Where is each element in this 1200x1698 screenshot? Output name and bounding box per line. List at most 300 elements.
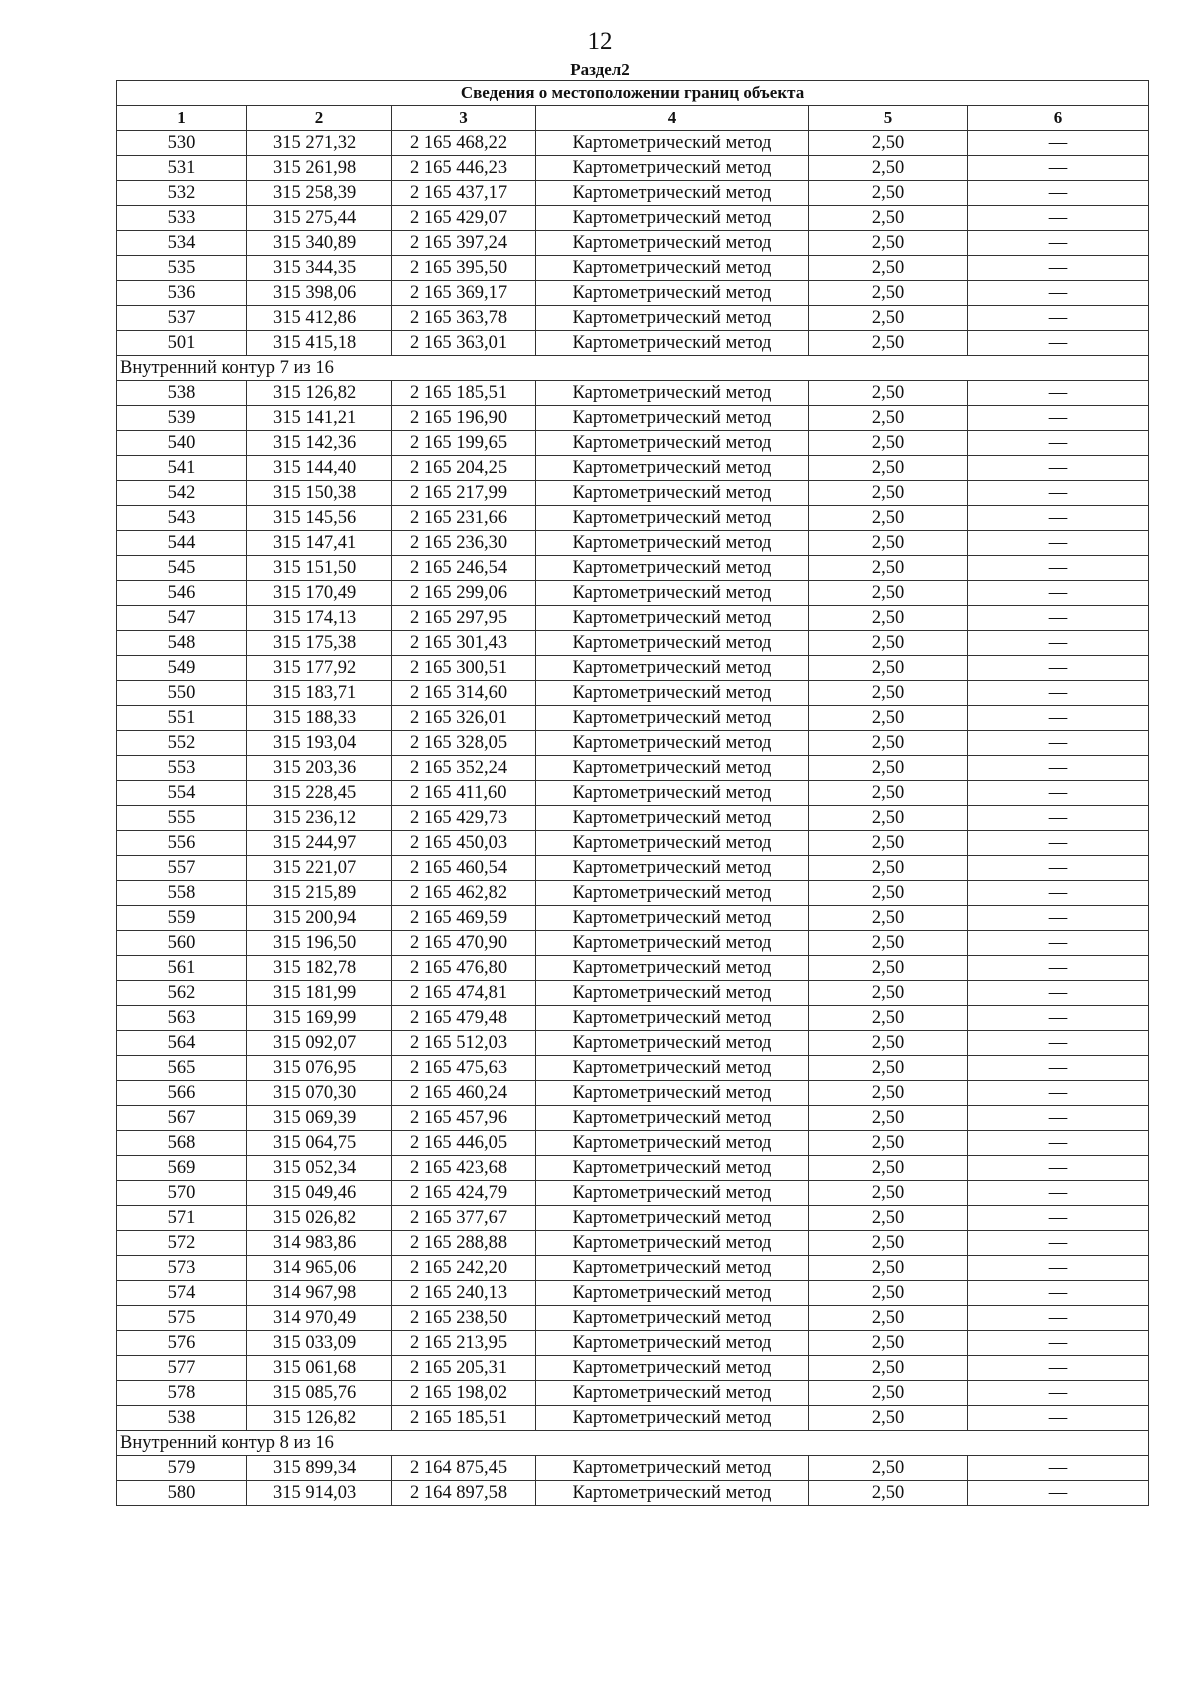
x-coordinate-cell: 315 203,36 bbox=[247, 756, 392, 781]
page-number: 12 bbox=[587, 28, 613, 55]
table-row bbox=[117, 256, 1149, 281]
description-cell: — bbox=[968, 131, 1149, 156]
method-cell: Картометрический метод bbox=[536, 1256, 809, 1281]
method-cell: Картометрический метод bbox=[536, 156, 809, 181]
point-number-cell: 536 bbox=[117, 281, 247, 306]
accuracy-cell: 2,50 bbox=[809, 581, 968, 606]
table-row bbox=[117, 306, 1149, 331]
table-row bbox=[117, 906, 1149, 931]
description-cell: — bbox=[968, 1406, 1149, 1431]
point-number-cell: 538 bbox=[117, 1406, 247, 1431]
x-coordinate-cell: 315 085,76 bbox=[247, 1381, 392, 1406]
column-number: 6 bbox=[968, 106, 1149, 131]
point-number-cell: 562 bbox=[117, 981, 247, 1006]
table-row bbox=[117, 1456, 1149, 1481]
x-coordinate-cell: 315 144,40 bbox=[247, 456, 392, 481]
table-row bbox=[117, 1356, 1149, 1381]
y-coordinate-cell: 2 165 460,54 bbox=[392, 856, 536, 881]
table-row bbox=[117, 656, 1149, 681]
x-coordinate-cell: 315 150,38 bbox=[247, 481, 392, 506]
table-row bbox=[117, 1306, 1149, 1331]
point-number-cell: 564 bbox=[117, 1031, 247, 1056]
table-row bbox=[117, 156, 1149, 181]
description-cell: — bbox=[968, 1081, 1149, 1106]
method-cell: Картометрический метод bbox=[536, 1006, 809, 1031]
method-cell: Картометрический метод bbox=[536, 706, 809, 731]
y-coordinate-cell: 2 165 423,68 bbox=[392, 1156, 536, 1181]
description-cell: — bbox=[968, 1056, 1149, 1081]
method-cell: Картометрический метод bbox=[536, 906, 809, 931]
table-row bbox=[117, 956, 1149, 981]
table-row bbox=[117, 856, 1149, 881]
contour-header-row bbox=[117, 1431, 1149, 1456]
y-coordinate-cell: 2 165 196,90 bbox=[392, 406, 536, 431]
method-cell: Картометрический метод bbox=[536, 231, 809, 256]
table-caption-row bbox=[117, 81, 1149, 106]
method-cell: Картометрический метод bbox=[536, 1456, 809, 1481]
y-coordinate-cell: 2 165 326,01 bbox=[392, 706, 536, 731]
description-cell: — bbox=[968, 1181, 1149, 1206]
description-cell: — bbox=[968, 956, 1149, 981]
accuracy-cell: 2,50 bbox=[809, 1456, 968, 1481]
table-row bbox=[117, 431, 1149, 456]
method-cell: Картометрический метод bbox=[536, 731, 809, 756]
column-number: 5 bbox=[809, 106, 968, 131]
description-cell: — bbox=[968, 606, 1149, 631]
y-coordinate-cell: 2 165 424,79 bbox=[392, 1181, 536, 1206]
point-number-cell: 535 bbox=[117, 256, 247, 281]
y-coordinate-cell: 2 165 475,63 bbox=[392, 1056, 536, 1081]
method-cell: Картометрический метод bbox=[536, 831, 809, 856]
x-coordinate-cell: 315 092,07 bbox=[247, 1031, 392, 1056]
accuracy-cell: 2,50 bbox=[809, 131, 968, 156]
accuracy-cell: 2,50 bbox=[809, 1356, 968, 1381]
table-row bbox=[117, 1081, 1149, 1106]
accuracy-cell: 2,50 bbox=[809, 331, 968, 356]
method-cell: Картометрический метод bbox=[536, 1031, 809, 1056]
description-cell: — bbox=[968, 581, 1149, 606]
description-cell: — bbox=[968, 181, 1149, 206]
y-coordinate-cell: 2 165 470,90 bbox=[392, 931, 536, 956]
x-coordinate-cell: 314 983,86 bbox=[247, 1231, 392, 1256]
point-number-cell: 534 bbox=[117, 231, 247, 256]
description-cell: — bbox=[968, 156, 1149, 181]
method-cell: Картометрический метод bbox=[536, 281, 809, 306]
y-coordinate-cell: 2 165 352,24 bbox=[392, 756, 536, 781]
accuracy-cell: 2,50 bbox=[809, 456, 968, 481]
table-row bbox=[117, 1281, 1149, 1306]
table-row bbox=[117, 506, 1149, 531]
method-cell: Картометрический метод bbox=[536, 631, 809, 656]
x-coordinate-cell: 315 398,06 bbox=[247, 281, 392, 306]
y-coordinate-cell: 2 165 301,43 bbox=[392, 631, 536, 656]
table-row bbox=[117, 1481, 1149, 1506]
table-row bbox=[117, 331, 1149, 356]
table-row bbox=[117, 231, 1149, 256]
accuracy-cell: 2,50 bbox=[809, 756, 968, 781]
y-coordinate-cell: 2 165 217,99 bbox=[392, 481, 536, 506]
point-number-cell: 550 bbox=[117, 681, 247, 706]
x-coordinate-cell: 315 069,39 bbox=[247, 1106, 392, 1131]
y-coordinate-cell: 2 165 363,01 bbox=[392, 331, 536, 356]
y-coordinate-cell: 2 165 231,66 bbox=[392, 506, 536, 531]
table-row bbox=[117, 481, 1149, 506]
method-cell: Картометрический метод bbox=[536, 606, 809, 631]
description-cell: — bbox=[968, 656, 1149, 681]
point-number-cell: 540 bbox=[117, 431, 247, 456]
y-coordinate-cell: 2 165 205,31 bbox=[392, 1356, 536, 1381]
method-cell: Картометрический метод bbox=[536, 406, 809, 431]
description-cell: — bbox=[968, 831, 1149, 856]
point-number-cell: 538 bbox=[117, 381, 247, 406]
method-cell: Картометрический метод bbox=[536, 1356, 809, 1381]
description-cell: — bbox=[968, 431, 1149, 456]
x-coordinate-cell: 315 026,82 bbox=[247, 1206, 392, 1231]
description-cell: — bbox=[968, 506, 1149, 531]
y-coordinate-cell: 2 165 328,05 bbox=[392, 731, 536, 756]
accuracy-cell: 2,50 bbox=[809, 1481, 968, 1506]
y-coordinate-cell: 2 165 204,25 bbox=[392, 456, 536, 481]
point-number-cell: 559 bbox=[117, 906, 247, 931]
point-number-cell: 548 bbox=[117, 631, 247, 656]
point-number-cell: 531 bbox=[117, 156, 247, 181]
accuracy-cell: 2,50 bbox=[809, 1331, 968, 1356]
description-cell: — bbox=[968, 1031, 1149, 1056]
method-cell: Картометрический метод bbox=[536, 956, 809, 981]
description-cell: — bbox=[968, 381, 1149, 406]
description-cell: — bbox=[968, 856, 1149, 881]
method-cell: Картометрический метод bbox=[536, 1181, 809, 1206]
point-number-cell: 547 bbox=[117, 606, 247, 631]
description-cell: — bbox=[968, 1456, 1149, 1481]
y-coordinate-cell: 2 165 457,96 bbox=[392, 1106, 536, 1131]
table-row bbox=[117, 281, 1149, 306]
table-row bbox=[117, 1256, 1149, 1281]
method-cell: Картометрический метод bbox=[536, 206, 809, 231]
y-coordinate-cell: 2 165 446,23 bbox=[392, 156, 536, 181]
point-number-cell: 563 bbox=[117, 1006, 247, 1031]
x-coordinate-cell: 315 228,45 bbox=[247, 781, 392, 806]
description-cell: — bbox=[968, 781, 1149, 806]
accuracy-cell: 2,50 bbox=[809, 306, 968, 331]
description-cell: — bbox=[968, 1006, 1149, 1031]
point-number-cell: 533 bbox=[117, 206, 247, 231]
table-row bbox=[117, 206, 1149, 231]
method-cell: Картометрический метод bbox=[536, 306, 809, 331]
description-cell: — bbox=[968, 906, 1149, 931]
y-coordinate-cell: 2 165 395,50 bbox=[392, 256, 536, 281]
table-row bbox=[117, 381, 1149, 406]
table-row bbox=[117, 456, 1149, 481]
column-number: 3 bbox=[392, 106, 536, 131]
accuracy-cell: 2,50 bbox=[809, 381, 968, 406]
method-cell: Картометрический метод bbox=[536, 931, 809, 956]
point-number-cell: 552 bbox=[117, 731, 247, 756]
x-coordinate-cell: 315 275,44 bbox=[247, 206, 392, 231]
accuracy-cell: 2,50 bbox=[809, 481, 968, 506]
table-row bbox=[117, 1131, 1149, 1156]
description-cell: — bbox=[968, 1256, 1149, 1281]
description-cell: — bbox=[968, 756, 1149, 781]
table-row bbox=[117, 981, 1149, 1006]
x-coordinate-cell: 315 899,34 bbox=[247, 1456, 392, 1481]
point-number-cell: 576 bbox=[117, 1331, 247, 1356]
description-cell: — bbox=[968, 1356, 1149, 1381]
x-coordinate-cell: 315 415,18 bbox=[247, 331, 392, 356]
accuracy-cell: 2,50 bbox=[809, 1106, 968, 1131]
accuracy-cell: 2,50 bbox=[809, 281, 968, 306]
accuracy-cell: 2,50 bbox=[809, 256, 968, 281]
x-coordinate-cell: 315 061,68 bbox=[247, 1356, 392, 1381]
point-number-cell: 530 bbox=[117, 131, 247, 156]
description-cell: — bbox=[968, 981, 1149, 1006]
table-row bbox=[117, 931, 1149, 956]
method-cell: Картометрический метод bbox=[536, 1106, 809, 1131]
method-cell: Картометрический метод bbox=[536, 1131, 809, 1156]
point-number-cell: 544 bbox=[117, 531, 247, 556]
table-row bbox=[117, 681, 1149, 706]
method-cell: Картометрический метод bbox=[536, 481, 809, 506]
x-coordinate-cell: 315 070,30 bbox=[247, 1081, 392, 1106]
description-cell: — bbox=[968, 281, 1149, 306]
method-cell: Картометрический метод bbox=[536, 456, 809, 481]
table-caption: Сведения о местоположении границ объекта bbox=[117, 81, 1149, 106]
accuracy-cell: 2,50 bbox=[809, 606, 968, 631]
accuracy-cell: 2,50 bbox=[809, 556, 968, 581]
method-cell: Картометрический метод bbox=[536, 1281, 809, 1306]
x-coordinate-cell: 315 261,98 bbox=[247, 156, 392, 181]
table-row bbox=[117, 131, 1149, 156]
point-number-cell: 545 bbox=[117, 556, 247, 581]
point-number-cell: 569 bbox=[117, 1156, 247, 1181]
y-coordinate-cell: 2 165 369,17 bbox=[392, 281, 536, 306]
column-number: 1 bbox=[117, 106, 247, 131]
accuracy-cell: 2,50 bbox=[809, 181, 968, 206]
table-row bbox=[117, 706, 1149, 731]
description-cell: — bbox=[968, 331, 1149, 356]
accuracy-cell: 2,50 bbox=[809, 931, 968, 956]
method-cell: Картометрический метод bbox=[536, 1481, 809, 1506]
table-row bbox=[117, 756, 1149, 781]
x-coordinate-cell: 315 145,56 bbox=[247, 506, 392, 531]
point-number-cell: 541 bbox=[117, 456, 247, 481]
section-title: Раздел2 bbox=[570, 60, 630, 79]
y-coordinate-cell: 2 165 246,54 bbox=[392, 556, 536, 581]
method-cell: Картометрический метод bbox=[536, 1306, 809, 1331]
y-coordinate-cell: 2 165 474,81 bbox=[392, 981, 536, 1006]
accuracy-cell: 2,50 bbox=[809, 731, 968, 756]
method-cell: Картометрический метод bbox=[536, 256, 809, 281]
method-cell: Картометрический метод bbox=[536, 331, 809, 356]
description-cell: — bbox=[968, 806, 1149, 831]
y-coordinate-cell: 2 165 236,30 bbox=[392, 531, 536, 556]
x-coordinate-cell: 315 052,34 bbox=[247, 1156, 392, 1181]
y-coordinate-cell: 2 165 314,60 bbox=[392, 681, 536, 706]
y-coordinate-cell: 2 165 198,02 bbox=[392, 1381, 536, 1406]
accuracy-cell: 2,50 bbox=[809, 1206, 968, 1231]
y-coordinate-cell: 2 165 185,51 bbox=[392, 1406, 536, 1431]
method-cell: Картометрический метод bbox=[536, 1231, 809, 1256]
x-coordinate-cell: 314 965,06 bbox=[247, 1256, 392, 1281]
point-number-cell: 555 bbox=[117, 806, 247, 831]
method-cell: Картометрический метод bbox=[536, 1156, 809, 1181]
point-number-cell: 551 bbox=[117, 706, 247, 731]
y-coordinate-cell: 2 165 460,24 bbox=[392, 1081, 536, 1106]
method-cell: Картометрический метод bbox=[536, 756, 809, 781]
point-number-cell: 570 bbox=[117, 1181, 247, 1206]
description-cell: — bbox=[968, 1331, 1149, 1356]
description-cell: — bbox=[968, 206, 1149, 231]
table-row bbox=[117, 1331, 1149, 1356]
method-cell: Картометрический метод bbox=[536, 381, 809, 406]
point-number-cell: 557 bbox=[117, 856, 247, 881]
point-number-cell: 542 bbox=[117, 481, 247, 506]
y-coordinate-cell: 2 165 185,51 bbox=[392, 381, 536, 406]
accuracy-cell: 2,50 bbox=[809, 1256, 968, 1281]
accuracy-cell: 2,50 bbox=[809, 1281, 968, 1306]
table-row bbox=[117, 1231, 1149, 1256]
method-cell: Картометрический метод bbox=[536, 806, 809, 831]
y-coordinate-cell: 2 165 213,95 bbox=[392, 1331, 536, 1356]
y-coordinate-cell: 2 165 468,22 bbox=[392, 131, 536, 156]
accuracy-cell: 2,50 bbox=[809, 156, 968, 181]
point-number-cell: 571 bbox=[117, 1206, 247, 1231]
method-cell: Картометрический метод bbox=[536, 881, 809, 906]
point-number-cell: 556 bbox=[117, 831, 247, 856]
description-cell: — bbox=[968, 531, 1149, 556]
y-coordinate-cell: 2 165 240,13 bbox=[392, 1281, 536, 1306]
point-number-cell: 561 bbox=[117, 956, 247, 981]
y-coordinate-cell: 2 165 462,82 bbox=[392, 881, 536, 906]
x-coordinate-cell: 315 169,99 bbox=[247, 1006, 392, 1031]
x-coordinate-cell: 315 221,07 bbox=[247, 856, 392, 881]
y-coordinate-cell: 2 165 437,17 bbox=[392, 181, 536, 206]
x-coordinate-cell: 315 271,32 bbox=[247, 131, 392, 156]
description-cell: — bbox=[968, 481, 1149, 506]
method-cell: Картометрический метод bbox=[536, 531, 809, 556]
method-cell: Картометрический метод bbox=[536, 781, 809, 806]
y-coordinate-cell: 2 165 300,51 bbox=[392, 656, 536, 681]
description-cell: — bbox=[968, 931, 1149, 956]
table-row bbox=[117, 1381, 1149, 1406]
x-coordinate-cell: 315 147,41 bbox=[247, 531, 392, 556]
y-coordinate-cell: 2 165 450,03 bbox=[392, 831, 536, 856]
point-number-cell: 553 bbox=[117, 756, 247, 781]
table-row bbox=[117, 1206, 1149, 1231]
y-coordinate-cell: 2 165 469,59 bbox=[392, 906, 536, 931]
table-row bbox=[117, 631, 1149, 656]
description-cell: — bbox=[968, 681, 1149, 706]
accuracy-cell: 2,50 bbox=[809, 906, 968, 931]
description-cell: — bbox=[968, 556, 1149, 581]
x-coordinate-cell: 315 142,36 bbox=[247, 431, 392, 456]
table-row bbox=[117, 1406, 1149, 1431]
description-cell: — bbox=[968, 306, 1149, 331]
method-cell: Картометрический метод bbox=[536, 131, 809, 156]
table-row bbox=[117, 1181, 1149, 1206]
description-cell: — bbox=[968, 231, 1149, 256]
point-number-cell: 560 bbox=[117, 931, 247, 956]
y-coordinate-cell: 2 164 897,58 bbox=[392, 1481, 536, 1506]
x-coordinate-cell: 315 200,94 bbox=[247, 906, 392, 931]
description-cell: — bbox=[968, 631, 1149, 656]
contour-label: Внутренний контур 8 из 16 bbox=[117, 1431, 1149, 1456]
x-coordinate-cell: 315 183,71 bbox=[247, 681, 392, 706]
table-row bbox=[117, 181, 1149, 206]
point-number-cell: 567 bbox=[117, 1106, 247, 1131]
table-row bbox=[117, 1106, 1149, 1131]
x-coordinate-cell: 315 126,82 bbox=[247, 1406, 392, 1431]
method-cell: Картометрический метод bbox=[536, 656, 809, 681]
method-cell: Картометрический метод bbox=[536, 1406, 809, 1431]
table-row bbox=[117, 1056, 1149, 1081]
description-cell: — bbox=[968, 1206, 1149, 1231]
boundary-coordinates-table bbox=[116, 80, 1149, 1506]
table-body bbox=[117, 131, 1149, 1506]
point-number-cell: 579 bbox=[117, 1456, 247, 1481]
x-coordinate-cell: 315 236,12 bbox=[247, 806, 392, 831]
accuracy-cell: 2,50 bbox=[809, 206, 968, 231]
accuracy-cell: 2,50 bbox=[809, 1181, 968, 1206]
y-coordinate-cell: 2 165 429,07 bbox=[392, 206, 536, 231]
x-coordinate-cell: 315 049,46 bbox=[247, 1181, 392, 1206]
y-coordinate-cell: 2 165 363,78 bbox=[392, 306, 536, 331]
accuracy-cell: 2,50 bbox=[809, 1406, 968, 1431]
accuracy-cell: 2,50 bbox=[809, 431, 968, 456]
y-coordinate-cell: 2 164 875,45 bbox=[392, 1456, 536, 1481]
x-coordinate-cell: 315 151,50 bbox=[247, 556, 392, 581]
method-cell: Картометрический метод bbox=[536, 181, 809, 206]
accuracy-cell: 2,50 bbox=[809, 706, 968, 731]
description-cell: — bbox=[968, 1381, 1149, 1406]
point-number-cell: 566 bbox=[117, 1081, 247, 1106]
accuracy-cell: 2,50 bbox=[809, 831, 968, 856]
table-row bbox=[117, 1006, 1149, 1031]
accuracy-cell: 2,50 bbox=[809, 231, 968, 256]
point-number-cell: 532 bbox=[117, 181, 247, 206]
table-row bbox=[117, 1031, 1149, 1056]
x-coordinate-cell: 315 412,86 bbox=[247, 306, 392, 331]
accuracy-cell: 2,50 bbox=[809, 1056, 968, 1081]
x-coordinate-cell: 315 215,89 bbox=[247, 881, 392, 906]
method-cell: Картометрический метод bbox=[536, 1206, 809, 1231]
point-number-cell: 574 bbox=[117, 1281, 247, 1306]
x-coordinate-cell: 315 181,99 bbox=[247, 981, 392, 1006]
method-cell: Картометрический метод bbox=[536, 1081, 809, 1106]
description-cell: — bbox=[968, 731, 1149, 756]
y-coordinate-cell: 2 165 479,48 bbox=[392, 1006, 536, 1031]
description-cell: — bbox=[968, 1231, 1149, 1256]
method-cell: Картометрический метод bbox=[536, 681, 809, 706]
description-cell: — bbox=[968, 256, 1149, 281]
x-coordinate-cell: 314 970,49 bbox=[247, 1306, 392, 1331]
y-coordinate-cell: 2 165 446,05 bbox=[392, 1131, 536, 1156]
table-row bbox=[117, 406, 1149, 431]
accuracy-cell: 2,50 bbox=[809, 1081, 968, 1106]
description-cell: — bbox=[968, 1306, 1149, 1331]
point-number-cell: 537 bbox=[117, 306, 247, 331]
y-coordinate-cell: 2 165 377,67 bbox=[392, 1206, 536, 1231]
x-coordinate-cell: 314 967,98 bbox=[247, 1281, 392, 1306]
description-cell: — bbox=[968, 881, 1149, 906]
method-cell: Картометрический метод bbox=[536, 1381, 809, 1406]
description-cell: — bbox=[968, 1281, 1149, 1306]
description-cell: — bbox=[968, 1131, 1149, 1156]
table-row bbox=[117, 556, 1149, 581]
point-number-cell: 575 bbox=[117, 1306, 247, 1331]
method-cell: Картометрический метод bbox=[536, 581, 809, 606]
accuracy-cell: 2,50 bbox=[809, 1131, 968, 1156]
